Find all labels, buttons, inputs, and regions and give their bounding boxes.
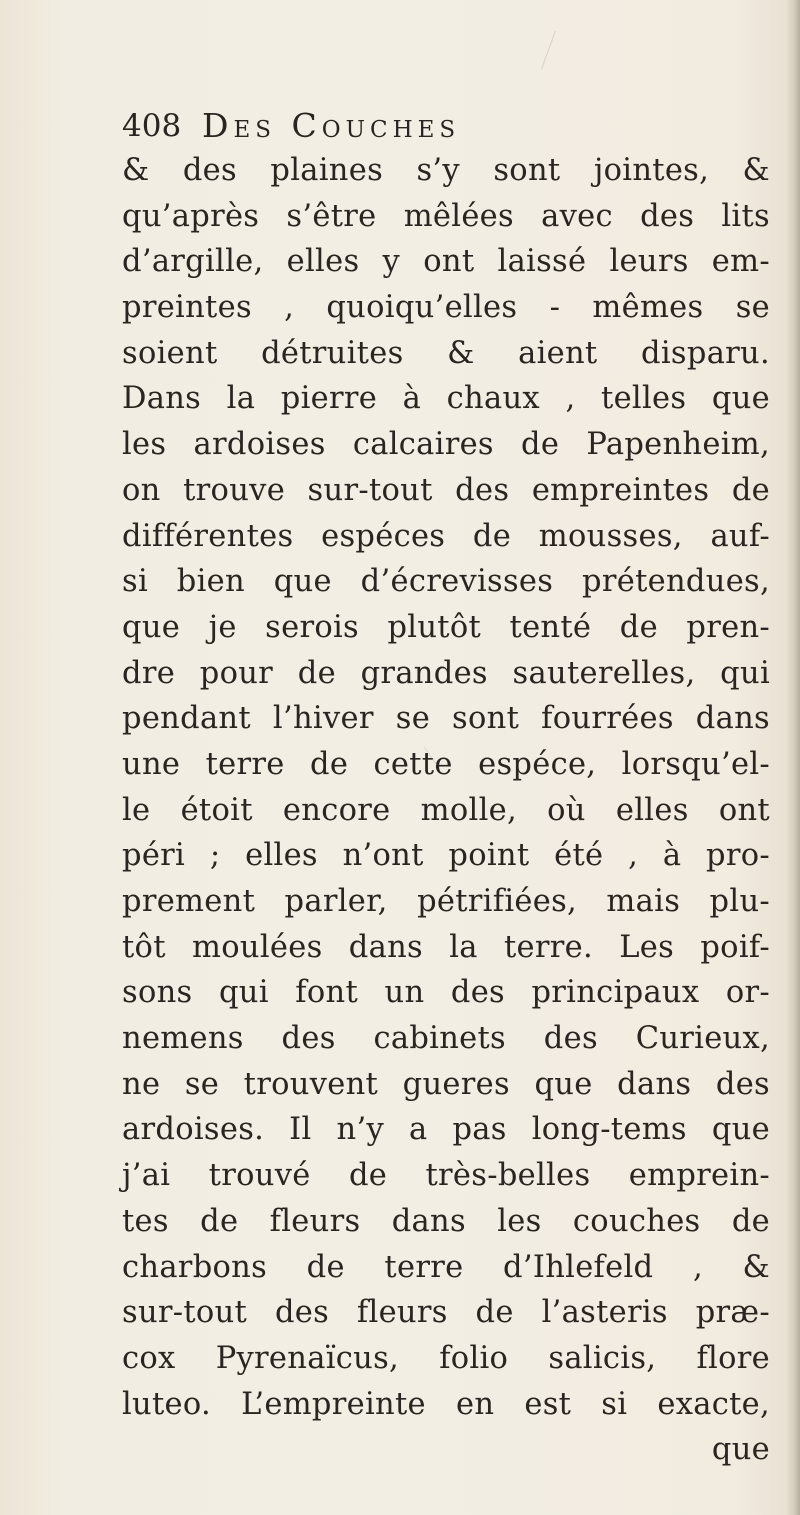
text-line: dre pour de grandes sauterelles, qui (122, 655, 770, 691)
text-line: d’argille, elles y ont laissé leurs em- (122, 244, 770, 280)
page-edge-shadow (786, 0, 800, 1515)
text-line: que je serois plutôt tenté de pren- (122, 609, 770, 645)
page-number: 408 (122, 108, 182, 144)
text-line: pendant l’hiver se sont fourrées dans (122, 701, 770, 737)
text-line: sons qui font un des principaux or- (122, 975, 770, 1011)
text-line: tôt moulées dans la terre. Les poif- (122, 929, 770, 965)
text-line: preintes , quoiqu’elles - mêmes se (122, 290, 770, 326)
text-line: Dans la pierre à chaux , telles que (122, 381, 770, 417)
body-text (122, 148, 770, 1473)
text-line: charbons de terre d’Ihlefeld , & (122, 1249, 770, 1285)
text-line: j’ai trouvé de très-belles emprein- (122, 1158, 770, 1194)
running-title: Des Couches (202, 106, 461, 145)
text-line: qu’après s’être mêlées avec des lits (122, 198, 770, 234)
text-line: & des plaines s’y sont jointes, & (122, 153, 770, 188)
text-line: une terre de cette espéce, lorsqu’el- (122, 746, 770, 782)
text-line: les ardoises calcaires de Papenheim, (122, 427, 770, 463)
catchword: que (711, 1432, 770, 1468)
running-header (122, 106, 682, 150)
text-line: différentes espéces de mousses, auf- (122, 518, 770, 554)
text-line: sur-tout des fleurs de l’asteris præ- (122, 1295, 770, 1331)
text-line: prement parler, pétrifiées, mais plu- (122, 884, 770, 919)
text-line: luteo. L’empreinte en est si exacte, (122, 1386, 770, 1422)
text-line: nemens des cabinets des Curieux, (122, 1021, 770, 1057)
text-line: si bien que d’écrevisses prétendues, (122, 564, 770, 600)
text-line: ne se trouvent gueres que dans des (122, 1066, 770, 1102)
text-line: on trouve sur-tout des empreintes de (122, 472, 770, 508)
text-line: péri ; elles n’ont point été , à pro- (122, 838, 770, 874)
text-line: soient détruites & aient disparu. (122, 335, 770, 371)
text-line: le étoit encore molle, où elles ont (122, 792, 770, 828)
text-line: cox Pyrenaïcus, folio salicis, flore (122, 1340, 770, 1376)
text-line: ardoises. Il n’y a pas long-tems que (122, 1112, 770, 1148)
text-line: tes de fleurs dans les couches de (122, 1203, 770, 1239)
paper-fibre-mark (541, 31, 556, 69)
